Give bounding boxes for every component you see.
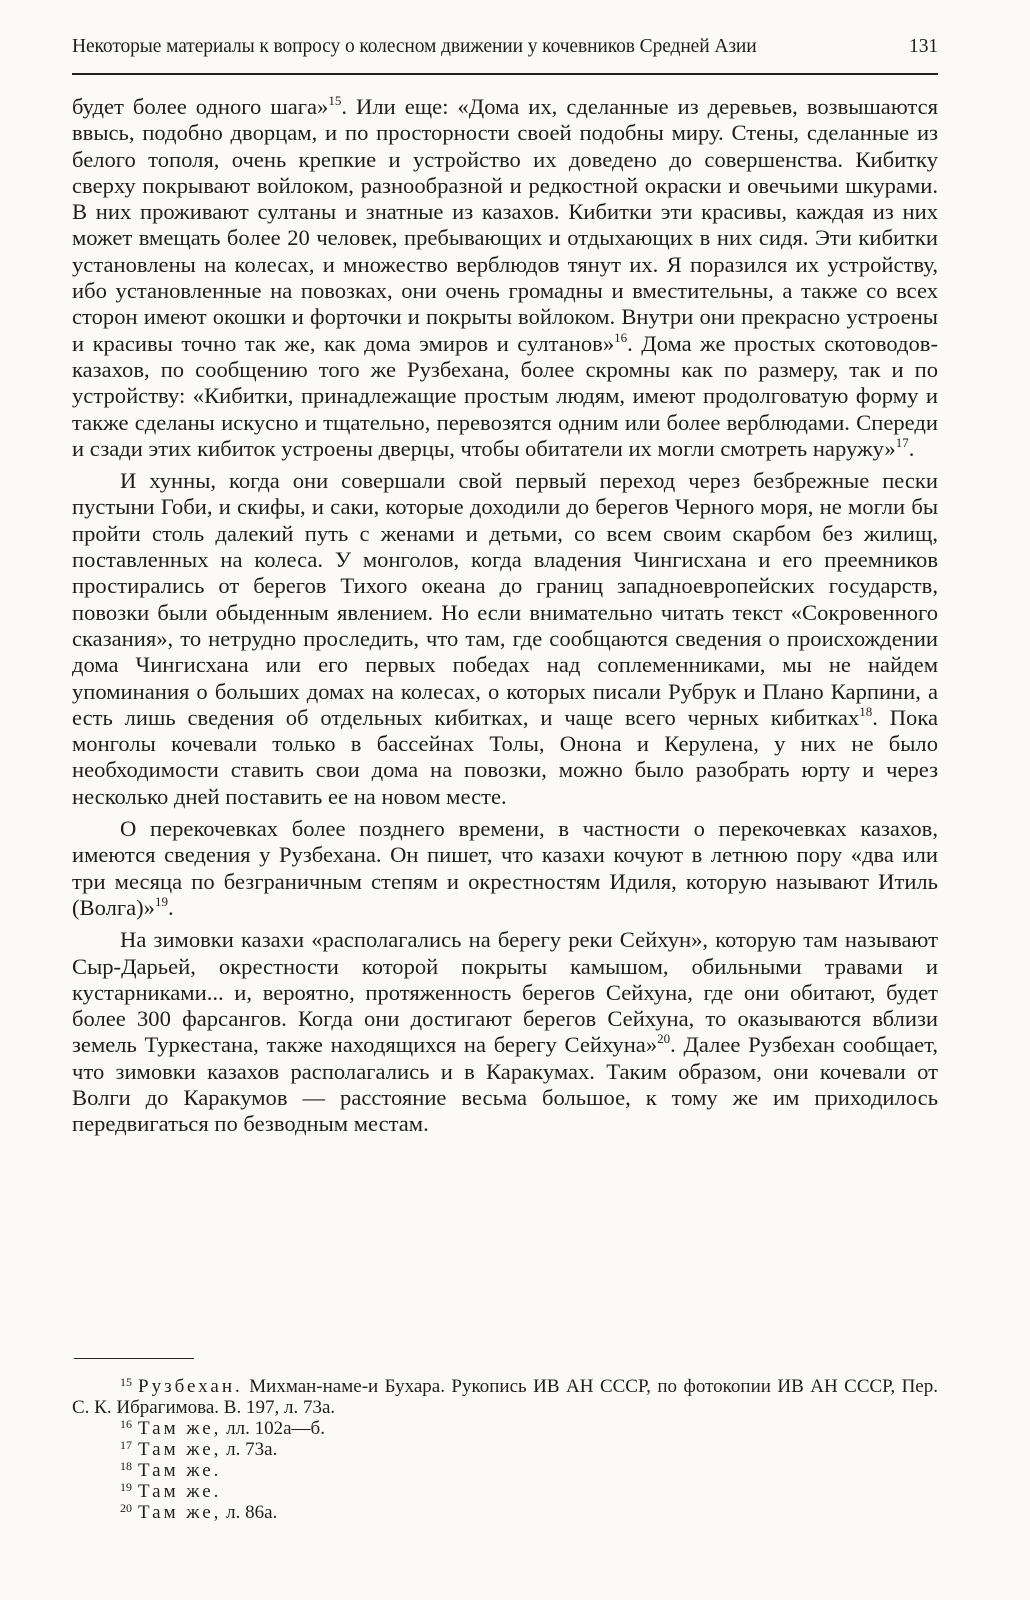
footnote-ref: 16 bbox=[614, 329, 628, 345]
footnote-text: л. 86а. bbox=[221, 1502, 278, 1523]
footnote-ref: 15 bbox=[328, 93, 342, 108]
running-head bbox=[72, 36, 938, 58]
header-rule bbox=[72, 73, 938, 75]
footnote-rule bbox=[74, 1358, 194, 1359]
body-text bbox=[72, 94, 938, 1144]
text-run: . Далее Рузбехан сообщает, что зимовки казахов располагались и в Каракумах. Таким образом, они кочевали от Волги до Каракумов — расстояние весьма большое, к тому же им приходилось передвигаться по безводным местам. bbox=[72, 1032, 939, 1137]
footnote-source: Там же, bbox=[138, 1439, 222, 1460]
footnote bbox=[72, 1376, 938, 1418]
footnote-number: 16 bbox=[120, 1417, 132, 1431]
running-title: Некоторые материалы к вопросу о колесном движении у кочевников Средней Азии bbox=[72, 36, 757, 57]
text-run: И хунны, когда они совершали свой первый переход через безбрежные пески пустыни Гоби, и скифы, и саки, которые доходили до берегов Черного моря, не могли бы пройти столь далекий путь с женами и детьми, со всем своим скарбом без жилищ, поставленных на колеса. У монголов, когда владения Чингисхана и его преемников простирались от берегов Тихого океана до границ западноевропейских государств, повозки были обыденным явлением. Но если внимательно читать текст «Сокровенного сказания», то нетрудно проследить, что там, где сообщаются сведения о происхождении дома Чингисхана или его первых победах над соплеменниками, мы не найдем упоминания о больших домах на колесах, о которых писали Рубрук и Плано Карпини, а есть лишь сведения об отдельных кибитках, и чаще всего черных кибитках bbox=[72, 468, 938, 730]
footnote-source: Там же, bbox=[138, 1418, 222, 1439]
footnote-source: Там же. bbox=[138, 1460, 222, 1481]
text-run: . Или еще: «Дома их, сделанные из деревьев, возвышаются ввысь, подобно дворцам, и по просторности своей подобны миру. Стены, сделанные из белого тополя, очень крепкие и устройство их доведено до совершенства. Кибитку сверху покрывают войлоком, разнообразной и редкостной окраски и овечьими шкурами. В них проживают султаны и знатные из казахов. Кибитки эти красивы, каждая из них может вмещать более 20 человек, пребывающих и отдыхающих в них сидя. Эти кибитки установлены на колесах, и множество верблюдов тянут их. Я поразился их устройству, ибо установленные на повозках, они очень громадны и вместительны, а также со всех сторон имеют окошки и форточки и покрыты войлоком. Внутри они прекрасно устроены и красивы точно так же, как дома эмиров и султанов» bbox=[72, 94, 938, 356]
text-run: . bbox=[908, 435, 915, 461]
paragraph bbox=[72, 927, 938, 1137]
page-number: 131 bbox=[909, 36, 938, 57]
footnote-text: лл. 102а—б. bbox=[221, 1418, 325, 1439]
footnote-ref: 18 bbox=[859, 703, 873, 719]
footnote-text: л. 73а. bbox=[221, 1439, 278, 1460]
text-run: . bbox=[167, 894, 174, 920]
text-run: О перекочевках более позднего времени, в частности о перекочевках казахов, имеются сведения у Рузбехана. Он пишет, что казахи кочуют в летнюю пору «два или три месяца по безграничным степям и окрестностям Идиля, которую называют Итиль (Волга)» bbox=[72, 816, 938, 920]
footnote-number: 20 bbox=[120, 1501, 132, 1515]
footnote bbox=[72, 1439, 938, 1460]
text-run: На зимовки казахи «располагались на берегу реки Сейхун», которую там называют Сыр-Дарьей, окрестности которой покрыты камышом, обильными травами и кустарниками... и, вероятно, протяженность берегов Сейхуна, где они обитают, будет более 300 фарсангов. Когда они достигают берегов Сейхуна, то оказываются вблизи земель Туркестана, также находящихся на берегу Сейхуна» bbox=[72, 927, 938, 1058]
footnote-ref: 19 bbox=[154, 893, 168, 909]
footnote-ref: 20 bbox=[657, 1031, 671, 1047]
footnote bbox=[72, 1418, 938, 1439]
footnote-ref: 17 bbox=[895, 434, 909, 450]
footnote-number: 15 bbox=[120, 1375, 132, 1389]
footnote bbox=[72, 1481, 938, 1502]
text-run: . Дома же простых скотоводов-казахов, по сообщению того же Рузбехана, более скромны как по размеру, так и по устройству: «Кибитки, принадлежащие простым людям, имеют продолговатую форму и также сделаны искусно и тщательно, перевозятся одним или более верблюдами. Спереди и сзади этих кибиток устроены дверцы, чтобы обитатели их могли смотреть наружу» bbox=[72, 330, 938, 461]
footnotes bbox=[72, 1376, 938, 1523]
paragraph bbox=[72, 816, 938, 921]
footnote-source: Рузбехан. bbox=[138, 1376, 243, 1397]
footnote-source: Там же, bbox=[138, 1502, 222, 1523]
footnote bbox=[72, 1502, 938, 1523]
paragraph bbox=[72, 468, 938, 810]
footnote-number: 17 bbox=[120, 1438, 132, 1452]
paragraph bbox=[72, 94, 938, 462]
footnote-number: 18 bbox=[120, 1459, 132, 1473]
footnote-source: Там же. bbox=[138, 1481, 222, 1502]
footnote-text: Михман-наме-и Бухара. Рукопись ИВ АН СССР, по фотокопии ИВ АН СССР, Пер. С. К. Ибрагимова. В. 197, л. 73а. bbox=[72, 1376, 938, 1418]
text-run: . Пока монголы кочевали только в бассейнах Толы, Онона и Керулена, у них не было необходимости ставить свои дома на повозки, можно было разобрать юрту и через несколько дней поставить ее на новом месте. bbox=[72, 704, 938, 809]
footnote-number: 19 bbox=[120, 1480, 132, 1494]
text-run: будет более одного шага» bbox=[72, 94, 329, 119]
footnote bbox=[72, 1460, 938, 1481]
